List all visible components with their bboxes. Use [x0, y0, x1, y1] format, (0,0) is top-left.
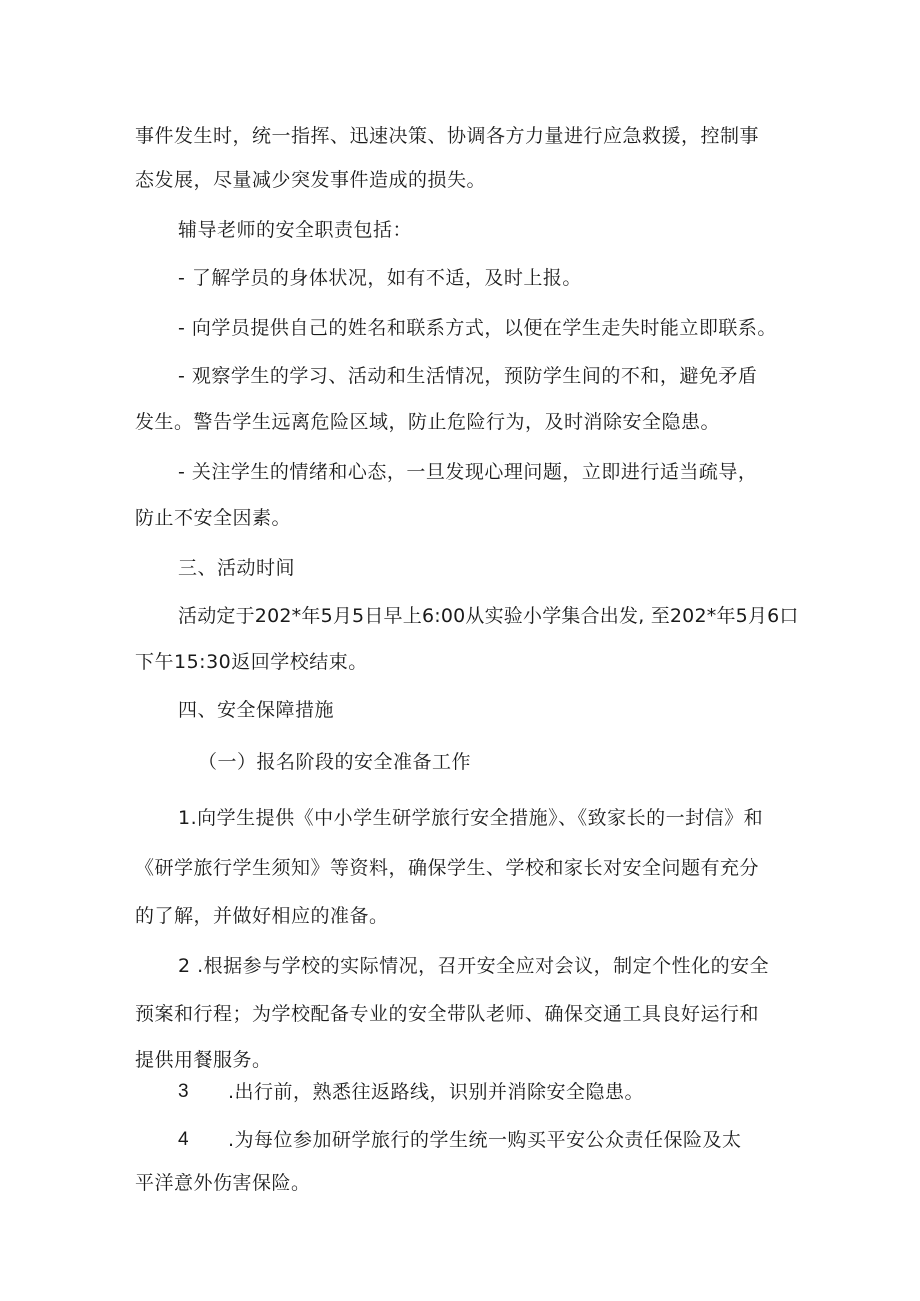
text-line: 预案和行程；为学校配备专业的安全带队老师、确保交通工具良好运行和 [135, 1003, 760, 1025]
text-line: - 了解学员的身体状况，如有不适，及时上报。 [178, 267, 582, 289]
text-line: 辅导老师的安全职责包括： [178, 219, 413, 241]
text-line: 活动定于202*年5月5日早上6:00从实验小学集合出发, 至202*年5月6口 [178, 605, 799, 627]
text-line: 平洋意外伤害保险。 [135, 1172, 311, 1194]
text-line: 提供用餐服务。 [135, 1049, 272, 1071]
text-line: - 向学员提供自己的姓名和联系方式，以便在学生走失时能立即联系。 [178, 317, 777, 339]
text-line: 发生。警告学生远离危险区域，防止危险行为，及时消除安全隐患。 [135, 411, 721, 433]
section-heading: 三、活动时间 [178, 557, 296, 579]
text-line: 态发展，尽量减少突发事件造成的损失。 [135, 169, 487, 191]
subsection-heading: （一）报名阶段的安全准备工作 [198, 751, 472, 773]
text-line: - 关注学生的情绪和心态，一旦发现心理问题，立即进行适当疏导， [178, 461, 758, 483]
text-line: 事件发生时，统一指挥、迅速决策、协调各方力量进行应急救援，控制事 [135, 125, 760, 147]
text-line: .为每位参加研学旅行的学生统一购买平安公众责任保险及太 [228, 1129, 742, 1151]
item-number: 3 [178, 1081, 190, 1102]
text-line: 2 .根据参与学校的实际情况，召开安全应对会议，制定个性化的安全 [178, 955, 770, 977]
text-line: - 观察学生的学习、活动和生活情况，预防学生间的不和，避免矛盾 [178, 365, 758, 387]
text-line: 的了解，并做好相应的准备。 [135, 905, 389, 927]
text-line: 下午15:30返回学校结束。 [135, 651, 368, 673]
section-heading: 四、安全保障措施 [178, 699, 335, 721]
text-line: 防止不安全因素。 [135, 507, 292, 529]
text-line: 1.向学生提供《中小学生研学旅行安全措施》、《致家长的一封信》和 [178, 807, 764, 829]
text-line: .出行前，熟悉往返路线，识别并消除安全隐患。 [228, 1081, 645, 1103]
text-line: 《研学旅行学生须知》等资料，确保学生、学校和家长对安全问题有充分 [135, 857, 760, 879]
item-number: 4 [178, 1129, 190, 1150]
